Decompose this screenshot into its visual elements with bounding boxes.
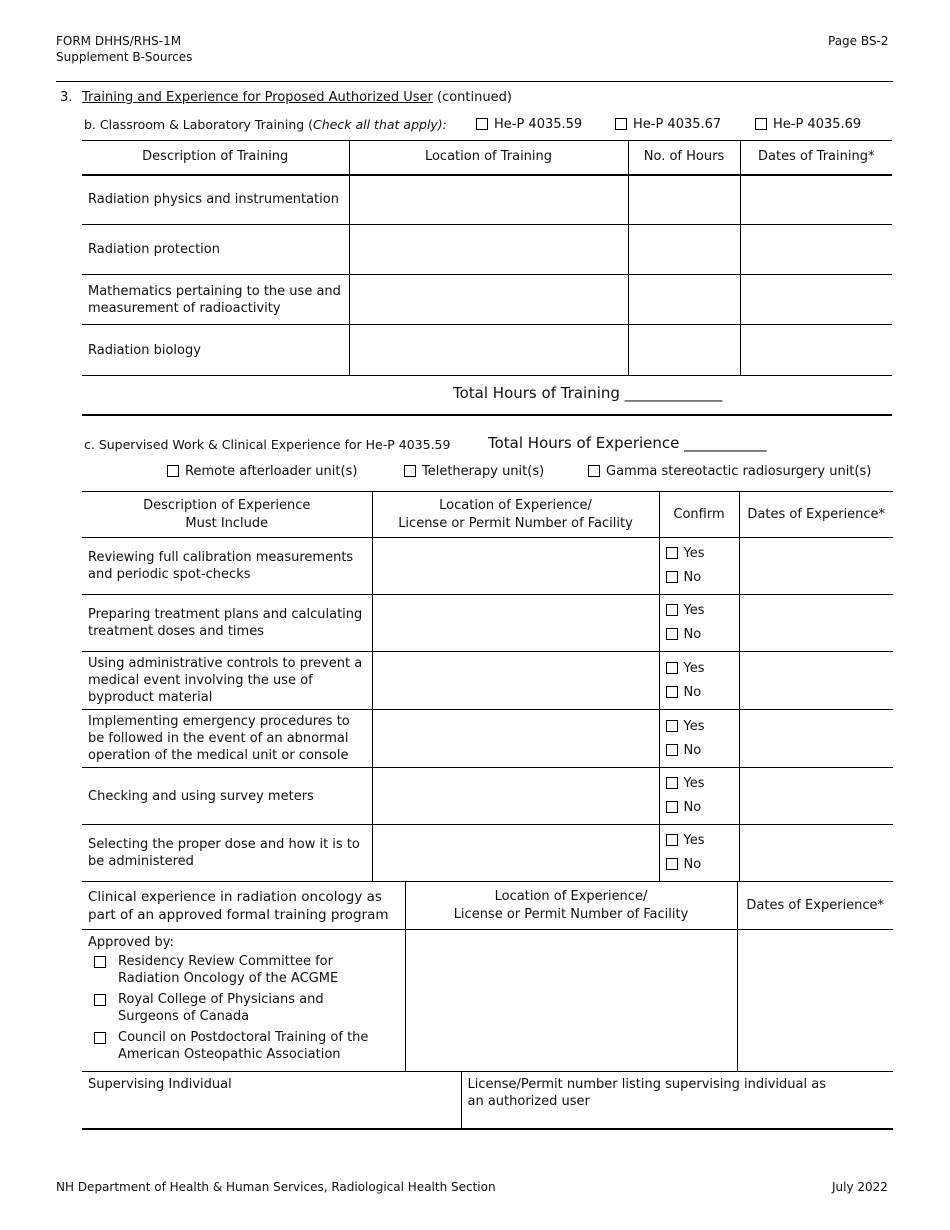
col-hours: No. of Hours bbox=[628, 141, 740, 175]
checkbox-label: Gamma stereotactic radiosurgery unit(s) bbox=[606, 464, 872, 479]
supervising-table bbox=[82, 1071, 893, 1130]
hours-cell[interactable] bbox=[628, 225, 740, 275]
table-row bbox=[82, 538, 893, 595]
section-number: 3. bbox=[60, 90, 73, 105]
location-cell[interactable] bbox=[372, 710, 659, 768]
dates-cell[interactable] bbox=[739, 825, 893, 882]
no-option[interactable] bbox=[666, 681, 733, 705]
experience-description: Implementing emergency procedures to be followed in the event of an abnormal operation of the medical unit or console bbox=[82, 710, 372, 768]
checkbox-box[interactable] bbox=[167, 465, 179, 477]
confirm-cell bbox=[659, 768, 739, 825]
supervising-license-cell[interactable] bbox=[461, 1072, 893, 1129]
location-cell[interactable] bbox=[349, 275, 628, 325]
confirm-cell bbox=[659, 652, 739, 710]
location-cell[interactable] bbox=[405, 930, 737, 1072]
approval-option-label: Council on Postdoctoral Training of the American Osteopathic Association bbox=[118, 1030, 369, 1062]
supplement-label: Supplement B-Sources bbox=[56, 50, 193, 64]
location-cell[interactable] bbox=[349, 175, 628, 225]
footer-date: July 2022 bbox=[832, 1180, 888, 1194]
yes-option[interactable] bbox=[666, 599, 733, 623]
table-row bbox=[82, 275, 892, 325]
checkbox-box[interactable] bbox=[666, 662, 678, 674]
table-row bbox=[82, 225, 892, 275]
supervising-license-label: License/Permit number listing supervising individual as an authorized user bbox=[467, 1077, 826, 1109]
dates-cell[interactable] bbox=[737, 930, 893, 1072]
table-row bbox=[82, 825, 893, 882]
yes-option[interactable] bbox=[666, 542, 733, 566]
checkbox-label: Remote afterloader unit(s) bbox=[185, 464, 358, 479]
checkbox-label: He-P 4035.59 bbox=[494, 117, 583, 132]
location-cell[interactable] bbox=[372, 538, 659, 595]
dates-cell[interactable] bbox=[740, 325, 892, 376]
dates-cell[interactable] bbox=[739, 768, 893, 825]
checkbox-label: Teletherapy unit(s) bbox=[422, 464, 545, 479]
checkbox-gamma-stereotactic[interactable] bbox=[588, 464, 871, 479]
page-number: Page BS-2 bbox=[828, 34, 889, 48]
confirm-cell bbox=[659, 595, 739, 652]
clinical-experience-table bbox=[82, 881, 893, 1072]
training-description: Mathematics pertaining to the use and measurement of radioactivity bbox=[82, 275, 349, 325]
location-cell[interactable] bbox=[372, 768, 659, 825]
supervising-individual-cell[interactable] bbox=[82, 1072, 461, 1129]
table-row bbox=[82, 175, 892, 225]
experience-description: Selecting the proper dose and how it is to be administered bbox=[82, 825, 372, 882]
checkbox-box[interactable] bbox=[476, 118, 488, 130]
section-continued: (continued) bbox=[437, 90, 512, 105]
col-experience-dates: Dates of Experience* bbox=[739, 492, 893, 538]
confirm-cell bbox=[659, 825, 739, 882]
location-cell[interactable] bbox=[372, 595, 659, 652]
checkbox-box[interactable] bbox=[666, 744, 678, 756]
checkbox-box[interactable] bbox=[94, 994, 106, 1006]
location-cell[interactable] bbox=[349, 325, 628, 376]
table-row bbox=[82, 595, 893, 652]
location-cell[interactable] bbox=[372, 825, 659, 882]
no-option[interactable] bbox=[666, 623, 733, 647]
dates-cell[interactable] bbox=[739, 538, 893, 595]
classroom-label-text: b. Classroom & Laboratory Training ( bbox=[84, 117, 314, 132]
checkbox-remote-afterloader[interactable] bbox=[167, 464, 357, 479]
checkbox-hep-403567[interactable] bbox=[615, 117, 721, 132]
dates-cell[interactable] bbox=[739, 595, 893, 652]
col-clinical-dates: Dates of Experience* bbox=[737, 882, 893, 930]
section-title-line bbox=[82, 90, 512, 105]
checkbox-box[interactable] bbox=[588, 465, 600, 477]
yes-label: Yes bbox=[683, 660, 705, 676]
training-description: Radiation biology bbox=[82, 325, 349, 376]
hours-cell[interactable] bbox=[628, 175, 740, 225]
col-experience-location: Location of Experience/ License or Permit Number of Facility bbox=[372, 492, 659, 538]
col-confirm: Confirm bbox=[659, 492, 739, 538]
experience-description: Preparing treatment plans and calculating treatment doses and times bbox=[82, 595, 372, 652]
experience-description: Reviewing full calibration measurements and periodic spot-checks bbox=[82, 538, 372, 595]
yes-label: Yes bbox=[683, 603, 705, 618]
yes-option[interactable] bbox=[666, 657, 733, 681]
checkbox-box[interactable] bbox=[94, 956, 106, 968]
no-label: No bbox=[683, 684, 702, 700]
approval-option[interactable] bbox=[88, 1029, 399, 1063]
no-label: No bbox=[683, 627, 702, 642]
checkbox-box[interactable] bbox=[666, 834, 678, 846]
approval-option-label: Residency Review Committee for Radiation Oncology of the ACGME bbox=[118, 954, 339, 986]
form-number: FORM DHHS/RHS-1M bbox=[56, 34, 182, 48]
checkbox-box[interactable] bbox=[666, 604, 678, 616]
supervised-experience-table bbox=[82, 491, 893, 882]
classroom-label bbox=[84, 117, 447, 132]
training-description: Radiation physics and instrumentation bbox=[82, 175, 349, 225]
col-clinical-location: Location of Experience/ License or Permit Number of Facility bbox=[405, 882, 737, 930]
section-title: Training and Experience for Proposed Authorized User bbox=[82, 90, 433, 105]
checkbox-hep-403569[interactable] bbox=[755, 117, 861, 132]
supervising-individual-label: Supervising Individual bbox=[88, 1077, 232, 1092]
checkbox-box[interactable] bbox=[666, 571, 678, 583]
hours-cell[interactable] bbox=[628, 325, 740, 376]
col-location: Location of Training bbox=[349, 141, 628, 175]
no-option[interactable] bbox=[666, 853, 733, 877]
checkbox-box[interactable] bbox=[755, 118, 767, 130]
no-option[interactable] bbox=[666, 566, 733, 590]
total-hours-experience[interactable]: Total Hours of Experience ___________ bbox=[488, 434, 767, 452]
classroom-training-table bbox=[82, 140, 892, 376]
checkbox-box[interactable] bbox=[666, 686, 678, 698]
checkbox-box[interactable] bbox=[666, 777, 678, 789]
dates-cell[interactable] bbox=[740, 275, 892, 325]
yes-option[interactable] bbox=[666, 772, 733, 796]
supervised-label: c. Supervised Work & Clinical Experience for He-P 4035.59 bbox=[84, 437, 451, 452]
confirm-cell bbox=[659, 538, 739, 595]
col-experience-description: Description of Experience Must Include bbox=[82, 492, 372, 538]
location-cell[interactable] bbox=[349, 225, 628, 275]
no-label: No bbox=[683, 742, 702, 758]
col-description: Description of Training bbox=[82, 141, 349, 175]
hours-cell[interactable] bbox=[628, 275, 740, 325]
table-row bbox=[82, 768, 893, 825]
checkbox-label: He-P 4035.69 bbox=[773, 117, 862, 132]
col-dates: Dates of Training* bbox=[740, 141, 892, 175]
yes-label: Yes bbox=[683, 718, 705, 734]
no-label: No bbox=[683, 800, 702, 815]
checkbox-box[interactable] bbox=[94, 1032, 106, 1044]
approval-option[interactable] bbox=[88, 991, 399, 1025]
checkbox-hep-403559[interactable] bbox=[476, 117, 582, 132]
approval-option-label: Royal College of Physicians and Surgeons of Canada bbox=[118, 992, 324, 1024]
yes-option[interactable] bbox=[666, 829, 733, 853]
dates-cell[interactable] bbox=[740, 175, 892, 225]
location-cell[interactable] bbox=[372, 652, 659, 710]
checkbox-box[interactable] bbox=[666, 858, 678, 870]
approval-option[interactable] bbox=[88, 953, 399, 987]
approved-by-cell bbox=[82, 930, 405, 1072]
dates-cell[interactable] bbox=[740, 225, 892, 275]
table-row bbox=[82, 710, 893, 768]
yes-label: Yes bbox=[683, 833, 705, 848]
experience-description: Checking and using survey meters bbox=[82, 768, 372, 825]
confirm-cell bbox=[659, 710, 739, 768]
total-hours-training[interactable]: Total Hours of Training _____________ bbox=[453, 384, 723, 402]
checkbox-label: He-P 4035.67 bbox=[633, 117, 722, 132]
dates-cell[interactable] bbox=[739, 652, 893, 710]
section-b-divider bbox=[82, 414, 892, 416]
no-label: No bbox=[683, 857, 702, 872]
yes-option[interactable] bbox=[666, 715, 733, 739]
classroom-label-italic: Check all that apply): bbox=[313, 117, 447, 132]
checkbox-box[interactable] bbox=[666, 628, 678, 640]
checkbox-box[interactable] bbox=[666, 801, 678, 813]
footer-department: NH Department of Health & Human Services, Radiological Health Section bbox=[56, 1180, 496, 1194]
approved-by-label: Approved by: bbox=[88, 935, 174, 950]
no-option[interactable] bbox=[666, 796, 733, 820]
experience-description: Using administrative controls to prevent a medical event involving the use of byproduct material bbox=[82, 652, 372, 710]
yes-label: Yes bbox=[683, 776, 705, 791]
yes-label: Yes bbox=[683, 546, 705, 561]
table-row bbox=[82, 325, 892, 376]
training-description: Radiation protection bbox=[82, 225, 349, 275]
col-clinical-description: Clinical experience in radiation oncology as part of an approved formal training program bbox=[82, 882, 405, 930]
checkbox-box[interactable] bbox=[666, 720, 678, 732]
checkbox-teletherapy[interactable] bbox=[404, 464, 544, 479]
checkbox-box[interactable] bbox=[404, 465, 416, 477]
dates-cell[interactable] bbox=[739, 710, 893, 768]
no-option[interactable] bbox=[666, 739, 733, 763]
no-label: No bbox=[683, 570, 702, 585]
checkbox-box[interactable] bbox=[615, 118, 627, 130]
checkbox-box[interactable] bbox=[666, 547, 678, 559]
header-divider bbox=[56, 81, 893, 82]
table-row bbox=[82, 652, 893, 710]
